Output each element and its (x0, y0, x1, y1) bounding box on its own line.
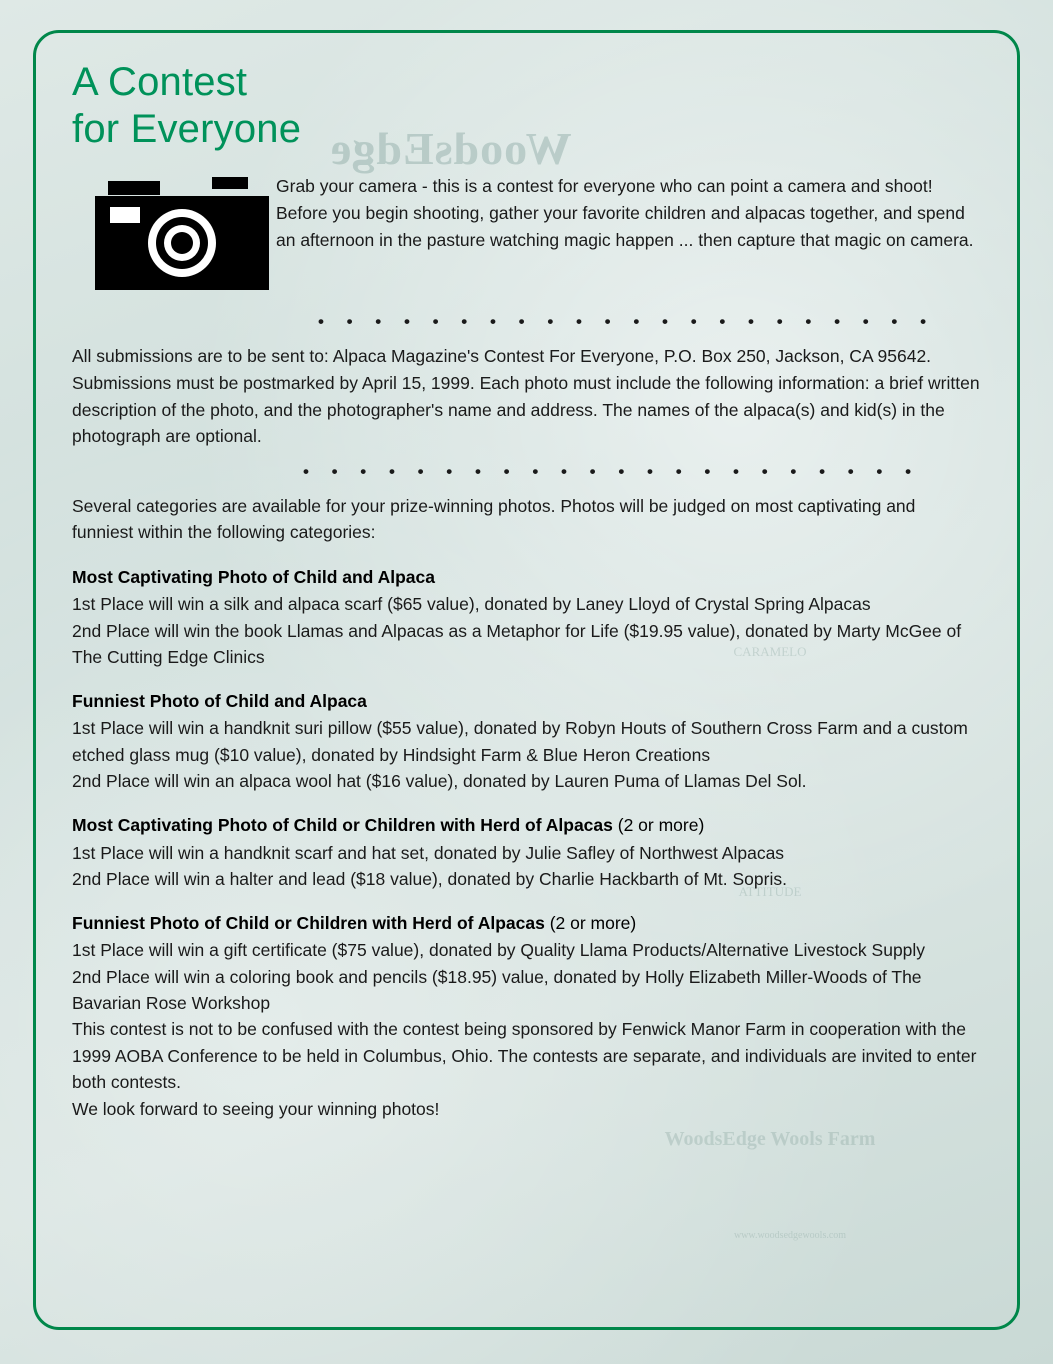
camera-icon (72, 167, 272, 300)
category-title-text: Most Captivating Photo of Child or Children with Herd of Alpacas (72, 815, 613, 836)
background-bleed-block-4: www.woodsedgewools.com (733, 1230, 847, 1241)
page-title-line-1: A Contest (72, 60, 248, 104)
contest-card (33, 30, 1020, 1330)
category-title (72, 565, 981, 590)
intro-row (72, 167, 981, 300)
categories-intro-paragraph: Several categories are available for your prize-winning photos. Photos will be judged on most captivating and funniest within the following categories: (72, 495, 916, 543)
background-bleed-title: WoodsEdge (330, 123, 572, 174)
category-prize: 1st Place will win a handknit suri pillow ($55 value), donated by Robyn Houts of Southern Cross Farm and a custom etched glass mug ($10 value), donated by Hindsight Farm & Blue Heron Creations (72, 718, 968, 765)
background-bleed-block-2: ATTITUDE (738, 884, 802, 899)
submissions-paragraph: All submissions are to be sent to: Alpaca Magazine's Contest For Everyone, P.O. Box 250, Jackson, CA 95642. Submissions must be postmarked by April 15, 1999. Each photo must include the following information: a brief written description of the photo, and the photographer's name and address. The names of the alpaca(s) and kid(s) in the photograph are optional. (72, 346, 980, 447)
background-bleed-block-1: CARAMELO (733, 644, 807, 659)
category-title-text: Most Captivating Photo of Child and Alpaca (72, 566, 435, 587)
category-prize: 2nd Place will win the book Llamas and Alpacas as a Metaphor for Life ($19.95 value), donated by Marty McGee of The Cutting Edge Clinics (72, 620, 962, 667)
divider-dots-1: • • • • • • • • • • • • • • • • • • • • • • (317, 312, 936, 332)
category-prize: 1st Place will win a gift certificate ($75 value), donated by Quality Llama Products/Alternative Livestock Supply (72, 940, 926, 961)
category-prize: 2nd Place will win a halter and lead ($18 value), donated by Charlie Hackbarth of Mt. Sopris. (72, 868, 787, 889)
category-title (72, 813, 981, 838)
category-prize: 1st Place will win a silk and alpaca scarf ($65 value), donated by Laney Lloyd of Crystal Spring Alpacas (72, 594, 871, 615)
category-block (72, 565, 981, 670)
disclaimer-paragraph: This contest is not to be confused with the contest being sponsored by Fenwick Manor Farm in cooperation with the 1999 AOBA Conference to be held in Columbus, Ohio. The contests are separate, and individuals are invited to enter both contests. (72, 1019, 977, 1093)
category-title-text: Funniest Photo of Child and Alpaca (72, 691, 367, 712)
category-block (72, 689, 981, 794)
page-title (72, 59, 981, 153)
background-bleed-block-3: WoodsEdge Wools Farm (664, 1128, 876, 1150)
page-title-line-2: for Everyone (72, 107, 302, 152)
category-prize: 2nd Place will win an alpaca wool hat ($16 value), donated by Lauren Puma of Llamas Del Sol. (72, 770, 807, 791)
closing-paragraph: We look forward to seeing your winning photos! (72, 1098, 440, 1119)
category-qualifier: (2 or more) (544, 913, 637, 934)
intro-paragraph: Grab your camera - this is a contest for everyone who can point a camera and shoot! Before you begin shooting, gather your favorite children and alpacas together, and spend an afternoon in the pasture watching magic happen ... then capture that magic on camera. (276, 176, 974, 250)
divider-dots-2: • • • • • • • • • • • • • • • • • • • • • • (302, 461, 921, 481)
category-title (72, 911, 981, 936)
category-title (72, 689, 981, 714)
category-prize: 2nd Place will win a coloring book and pencils ($18.95) value, donated by Holly Elizabeth Miller-Woods of The Bavarian Rose Workshop (72, 966, 922, 1013)
category-prize: 1st Place will win a handknit scarf and hat set, donated by Julie Safley of Northwest Alpacas (72, 842, 785, 863)
category-block (72, 813, 981, 892)
category-qualifier: (2 or more) (612, 815, 705, 836)
category-title-text: Funniest Photo of Child or Children with Herd of Alpacas (72, 913, 545, 934)
category-block (72, 911, 981, 1016)
